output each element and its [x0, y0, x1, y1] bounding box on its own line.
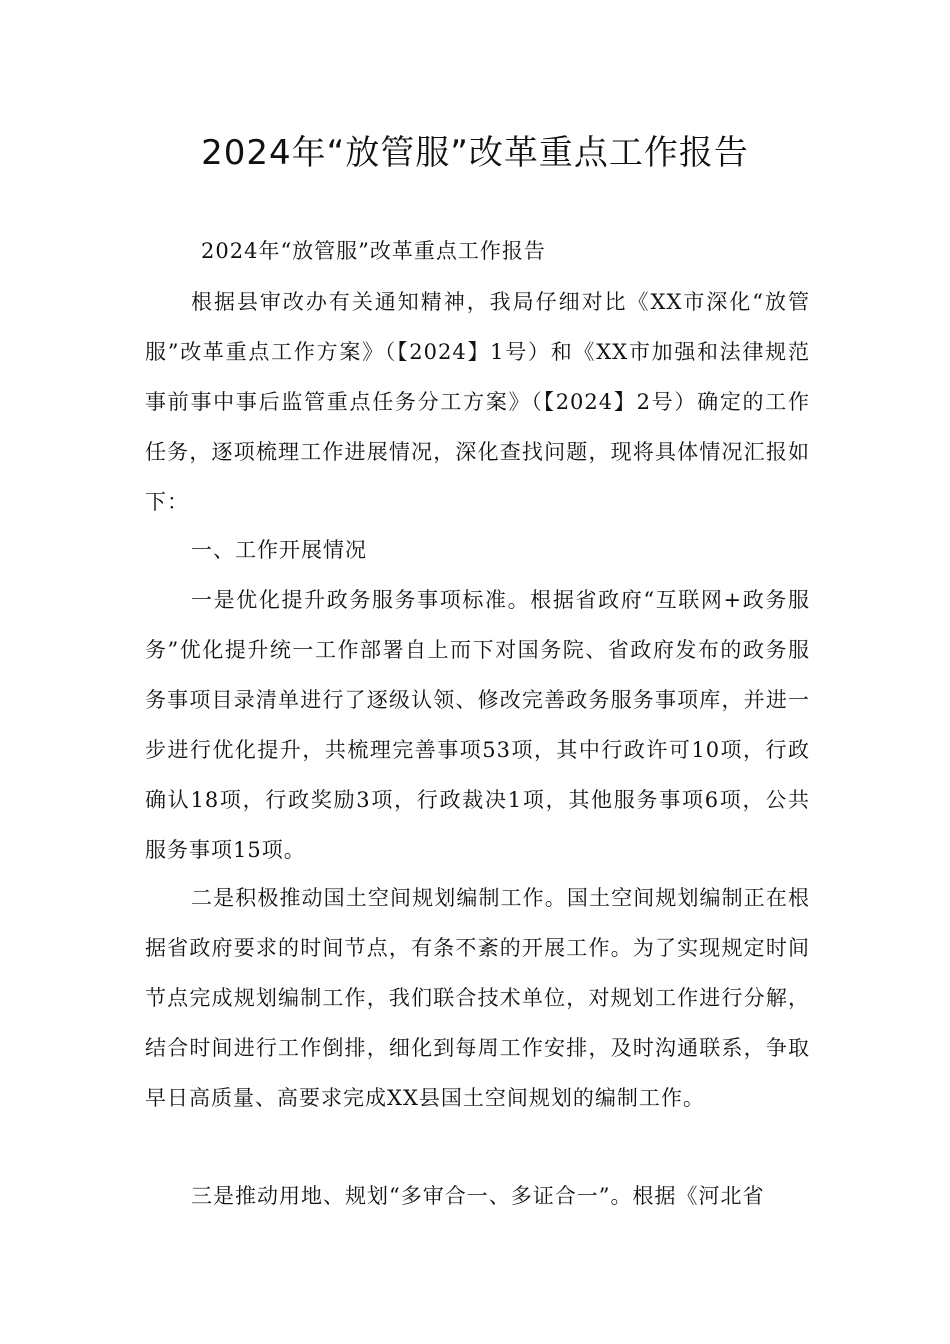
item-three-paragraph: 三是推动用地、规划“多审合一、多证合一”。根据《河北省: [191, 1184, 765, 1208]
document-title: 2024年“放管服”改革重点工作报告: [201, 133, 749, 173]
intro-paragraph: 根据县审改办有关通知精神，我局仔细对比《XX市深化“放管服”改革重点工作方案》（【2024】1号）和《XX市加强和法律规范事前事中事后监管重点任务分工方案》（【2024】2号）确定的工作任务，逐项梳理工作进展情况，深化查找问题，现将具体情况汇报如下：: [145, 290, 810, 514]
item-one-paragraph: 一是优化提升政务服务事项标准。根据省政府“互联网+政务服务”优化提升统一工作部署自上而下对国务院、省政府发布的政务服务事项目录清单进行了逐级认领、修改完善政务服务事项库，并进一步进行优化提升，共梳理完善事项53项，其中行政许可10项，行政确认18项，行政奖励3项，行政裁决1项，其他服务事项6项，公共服务事项15项。: [145, 588, 810, 862]
item-two-paragraph: 二是积极推动国土空间规划编制工作。国土空间规划编制正在根据省政府要求的时间节点，有条不紊的开展工作。为了实现规定时间节点完成规划编制工作，我们联合技术单位，对规划工作进行分解，结合时间进行工作倒排，细化到每周工作安排，及时沟通联系，争取早日高质量、高要求完成XX县国土空间规划的编制工作。: [145, 886, 810, 1110]
document-subtitle: 2024年“放管服”改革重点工作报告: [201, 239, 546, 263]
section-heading: 一、工作开展情况: [191, 538, 367, 562]
